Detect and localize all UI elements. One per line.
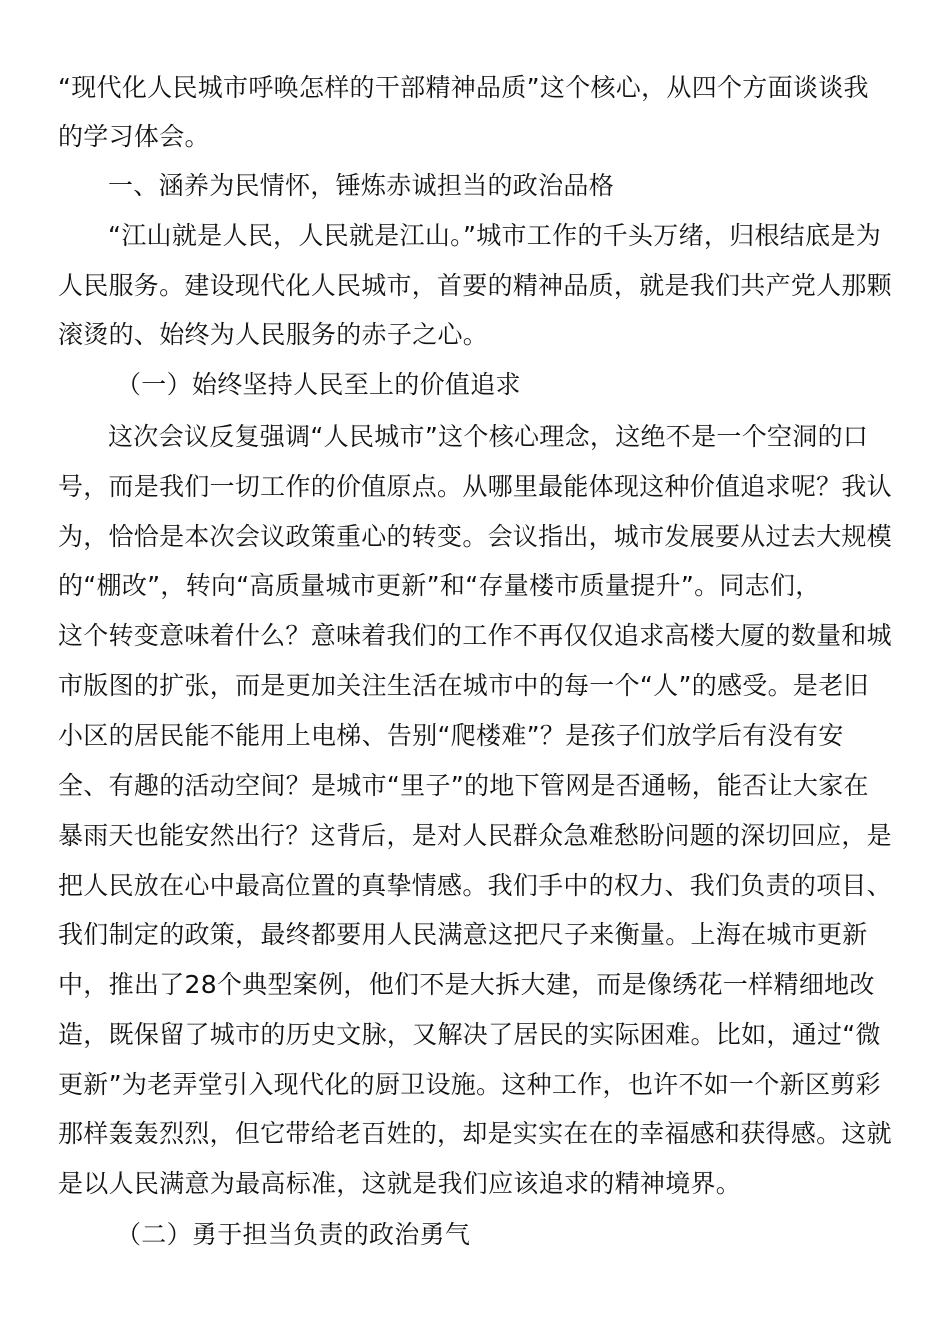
text-line: 小区的居民能不能用上电梯、告别“爬楼难”？是孩子们放学后有没有安 [58, 721, 844, 750]
text-line: 把人民放在心中最高位置的真挚情感。我们手中的权力、我们负责的项目、 [58, 871, 892, 900]
text-line: 造，既保留了城市的历史文脉，又解决了居民的实际困难。比如，通过“微 [58, 1020, 881, 1049]
subsection-heading: （二）勇于担当负责的政治勇气 [116, 1220, 471, 1249]
text-line: 为，恰恰是本次会议政策重心的转变。会议指出，城市发展要从过去大规模 [58, 522, 892, 551]
text-line: 是以人民满意为最高标准，这就是我们应该追求的精神境界。 [58, 1169, 742, 1198]
text-line: 中，推出了28个典型案例，他们不是大拆大建，而是像绣花一样精细地改 [58, 970, 875, 999]
section-heading: 一、涵养为民情怀，锤炼赤诚担当的政治品格 [108, 171, 615, 200]
text-line: 暴雨天也能安然出行？这背后，是对人民群众急难愁盼问题的深切回应，是 [58, 821, 892, 850]
text-line: “江山就是人民，人民就是江山。”城市工作的千头万绪，归根结底是为 [108, 221, 882, 250]
text-line: 滚烫的、始终为人民服务的赤子之心。 [58, 320, 489, 349]
text-line: 人民服务。建设现代化人民城市，首要的精神品质，就是我们共产党人那颗 [58, 271, 892, 300]
text-line: 那样轰轰烈烈，但它带给老百姓的，却是实实在在的幸福感和获得感。这就 [58, 1119, 892, 1148]
text-line: 的“棚改”，转向“高质量城市更新”和“存量楼市质量提升”。同志们， [58, 571, 821, 600]
text-line: “现代化人民城市呼唤怎样的干部精神品质”这个核心，从四个方面谈谈我 [58, 73, 869, 102]
text-line: 我们制定的政策，最终都要用人民满意这把尺子来衡量。上海在城市更新 [58, 920, 868, 949]
text-line: 全、有趣的活动空间？是城市“里子”的地下管网是否通畅，能否让大家在 [58, 771, 869, 800]
text-line: 号，而是我们一切工作的价值原点。从哪里最能体现这种价值追求呢？我认 [58, 472, 892, 501]
text-line: 市版图的扩张，而是更加关注生活在城市中的每一个“人”的感受。是老旧 [58, 671, 869, 700]
text-line: 的学习体会。 [58, 122, 210, 151]
subsection-heading: （一）始终坚持人民至上的价值追求 [116, 370, 521, 399]
text-line: 更新”为老弄堂引入现代化的厨卫设施。这种工作，也许不如一个新区剪彩 [58, 1070, 881, 1099]
text-line: 这个转变意味着什么？意味着我们的工作不再仅仅追求高楼大厦的数量和城 [58, 621, 892, 650]
text-line: 这次会议反复强调“人民城市”这个核心理念，这绝不是一个空洞的口 [108, 422, 869, 451]
